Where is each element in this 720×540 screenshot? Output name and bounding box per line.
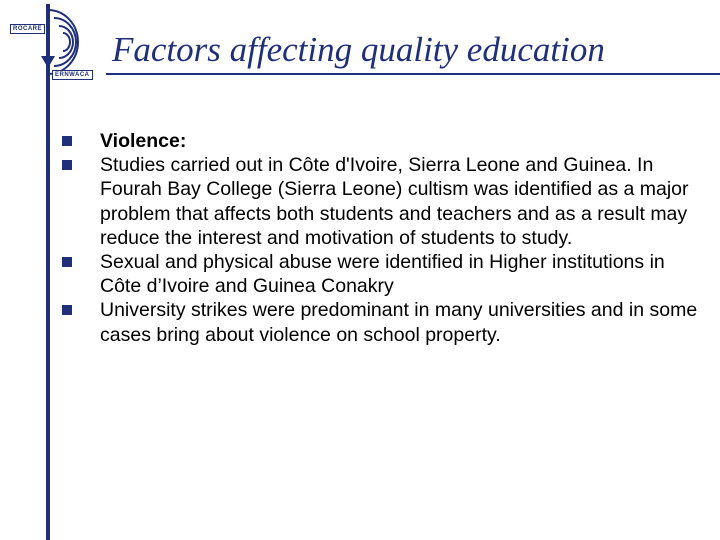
bullet-item <box>60 129 700 153</box>
square-bullet-icon <box>62 257 72 267</box>
logo-top-label: ROCARE <box>10 24 45 34</box>
bullet-text: University strikes were predominant in many universities and in some cases bring about violence on school property. <box>100 299 698 346</box>
slide-title: Factors affecting quality education <box>112 30 605 69</box>
title-underline <box>106 73 720 75</box>
square-bullet-icon <box>62 136 72 146</box>
organization-logo <box>4 4 96 84</box>
square-bullet-icon <box>62 160 72 170</box>
bullet-list <box>60 129 700 347</box>
bullet-item <box>60 298 700 346</box>
bullet-item <box>60 153 700 250</box>
logo-bottom-label: ERNWACA <box>52 70 93 80</box>
bullet-text: Violence: <box>100 130 187 152</box>
bullet-text: Studies carried out in Côte d'Ivoire, Sierra Leone and Guinea. In Fourah Bay College (Sierra Leone) cultism was identified as a major problem that affects both students and teachers and as a result may reduce the interest and motivation of students to study. <box>100 154 689 249</box>
bullet-text: Sexual and physical abuse were identified in Higher institutions in Côte d’Ivoire and Guinea Conakry <box>100 251 665 298</box>
vertical-rule <box>46 70 50 540</box>
square-bullet-icon <box>62 305 72 315</box>
bullet-item <box>60 250 700 298</box>
